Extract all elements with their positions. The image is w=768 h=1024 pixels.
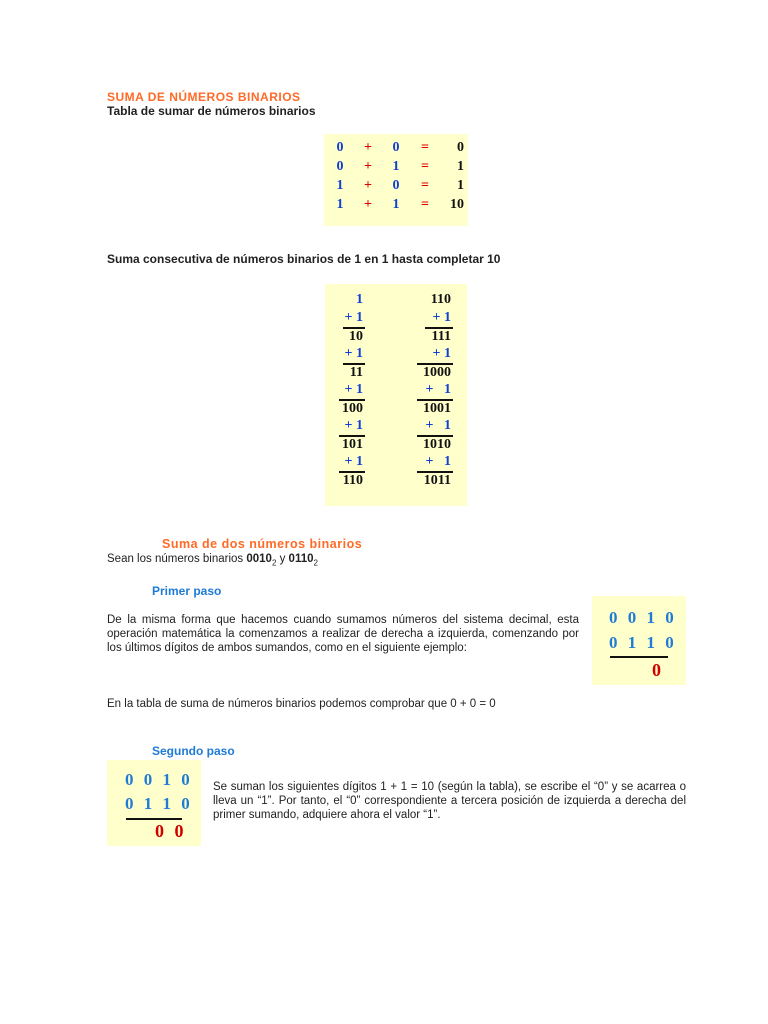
equals-sign: = (421, 159, 429, 174)
first-addend: 0 0 1 0 (125, 770, 193, 789)
second-addend: 0 1 1 0 (609, 633, 677, 652)
sum-result: 1 (457, 159, 464, 174)
first-addend: 0 0 1 0 (609, 608, 677, 627)
plus-sign: + (364, 140, 372, 155)
step-result: 1011 (423, 473, 451, 488)
increment: + 1 (425, 382, 451, 397)
increment: + 1 (432, 346, 451, 361)
sum-result: 0 (457, 140, 464, 155)
page-title: SUMA DE NÚMEROS BINARIOS (107, 90, 301, 104)
addend-b: 0 (392, 140, 400, 155)
step-result: 111 (431, 329, 451, 344)
step-result: 11 (349, 365, 363, 380)
intro-joiner: y (276, 553, 289, 565)
step2-sum-box (107, 760, 201, 846)
sum-line (126, 818, 182, 820)
increment: + 1 (425, 454, 451, 469)
step1-note: En la tabla de suma de números binarios podemos comprobar que 0 + 0 = 0 (107, 698, 496, 710)
step-result: 1001 (423, 401, 451, 416)
addition-table (324, 134, 468, 226)
sum-result: 1 (457, 178, 464, 193)
step1-sum-box (592, 596, 686, 685)
addition-row (324, 178, 468, 198)
increment: + 1 (344, 418, 363, 433)
consecutive-heading: Suma consecutiva de números binarios de 1 en 1 hasta completar 10 (107, 252, 501, 266)
increment: + 1 (344, 346, 363, 361)
step-result: 1000 (423, 365, 451, 380)
consecutive-table (325, 284, 467, 506)
addend-b: 0 (392, 178, 400, 193)
increment: + 1 (344, 454, 363, 469)
step-result: 10 (349, 329, 363, 344)
second-number-base: 2 (313, 558, 318, 568)
start-value: 1 (356, 292, 363, 307)
increment: + 1 (344, 310, 363, 325)
first-number: 0010 (246, 553, 272, 565)
step2-heading: Segundo paso (152, 744, 235, 758)
increment: + 1 (344, 382, 363, 397)
step-result: 100 (342, 401, 363, 416)
two-numbers-heading: Suma de dos números binarios (162, 537, 363, 551)
second-number: 0110 (288, 553, 314, 565)
second-addend: 0 1 1 0 (125, 794, 193, 813)
addend-b: 1 (392, 159, 400, 174)
equals-sign: = (421, 197, 429, 212)
addend-a: 0 (336, 140, 344, 155)
plus-sign: + (364, 178, 372, 193)
step-result: 110 (342, 473, 363, 488)
addition-row (324, 197, 468, 217)
partial-result: 0 (652, 660, 664, 680)
addend-a: 1 (336, 178, 344, 193)
addend-b: 1 (392, 197, 400, 212)
plus-sign: + (364, 159, 372, 174)
addition-row (324, 159, 468, 179)
step2-paragraph: Se suman los siguientes dígitos 1 + 1 = 10 (según la tabla), se escribe el “0” y se acarrea o lleva un “1”. Por tanto, el “0” correspondiente a tercera posición de izquierda a derecha del primer sumando, adquiere ahora el valor “1”. (213, 781, 686, 821)
step1-heading: Primer paso (152, 584, 222, 598)
increment: + 1 (425, 418, 451, 433)
addend-a: 0 (336, 159, 344, 174)
partial-result: 0 0 (155, 821, 187, 841)
plus-sign: + (364, 197, 372, 212)
addition-row (324, 140, 468, 160)
sum-result: 10 (450, 197, 464, 212)
step-result: 101 (342, 437, 363, 452)
first-number-base: 2 (271, 558, 277, 568)
sum-line (610, 656, 668, 658)
two-numbers-intro (107, 553, 318, 567)
start-value: 110 (430, 292, 451, 307)
page-subtitle: Tabla de sumar de números binarios (107, 104, 316, 118)
increment: + 1 (432, 310, 451, 325)
step-result: 1010 (423, 437, 451, 452)
equals-sign: = (421, 178, 429, 193)
step1-paragraph: De la misma forma que hacemos cuando sumamos números del sistema decimal, esta operación matemática la comenzamos a realizar de derecha a izquierda, comenzando por los últimos dígitos de ambos sumandos, como en el siguiente ejemplo: (107, 614, 579, 654)
intro-text: Sean los números binarios (107, 553, 247, 565)
equals-sign: = (421, 140, 429, 155)
addend-a: 1 (336, 197, 344, 212)
